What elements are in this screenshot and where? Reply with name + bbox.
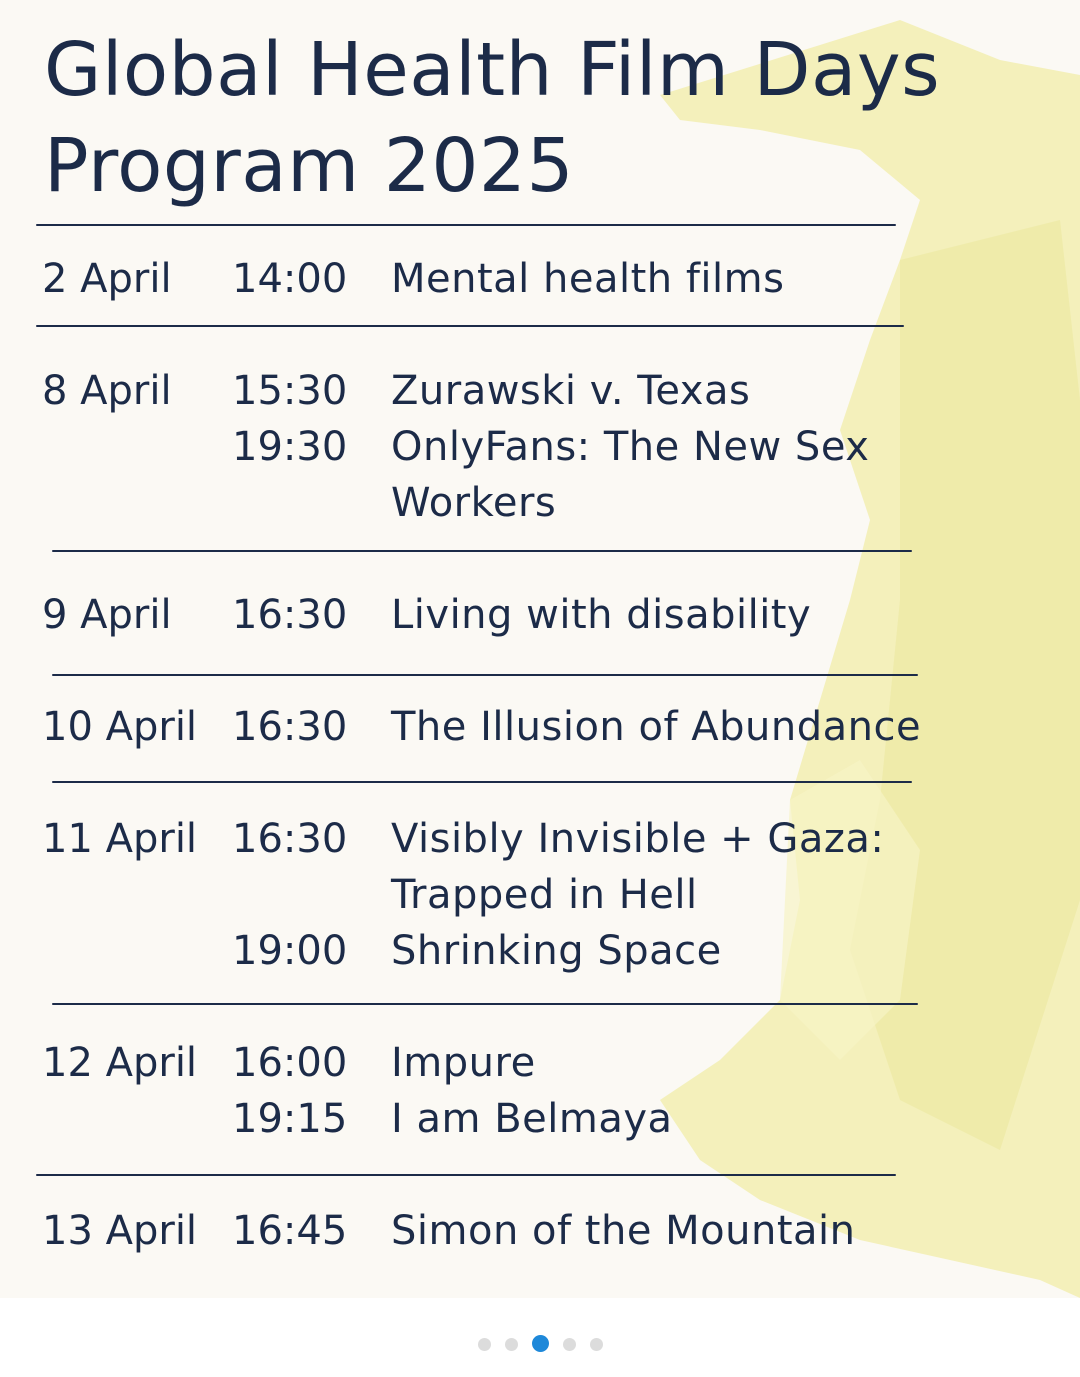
film-title-line: OnlyFans: The New Sex (391, 424, 870, 470)
film-title (391, 1203, 951, 1259)
film-title-line: Workers (391, 480, 557, 526)
divider (36, 325, 904, 327)
divider (36, 224, 896, 226)
film-title (391, 923, 951, 979)
divider (52, 1003, 918, 1005)
film-title-line: Shrinking Space (391, 928, 722, 974)
screening-time: 15:30 (232, 368, 348, 414)
divider (52, 674, 918, 676)
day-date: 11 April (42, 816, 198, 862)
film-title-line: Zurawski v. Texas (391, 368, 751, 414)
day-date: 10 April (42, 704, 198, 750)
film-title-line: Trapped in Hell (391, 872, 698, 918)
carousel-dot-3[interactable] (532, 1335, 549, 1352)
carousel-dot-1[interactable] (478, 1338, 491, 1351)
film-title-line: The Illusion of Abundance (391, 704, 922, 750)
film-title (391, 587, 951, 643)
carousel-dot-2[interactable] (505, 1338, 518, 1351)
film-title (391, 363, 951, 419)
page-title (44, 22, 1064, 214)
screening-time: 19:15 (232, 1096, 348, 1142)
day-date: 12 April (42, 1040, 198, 1086)
divider (52, 550, 912, 552)
screening-time: 16:30 (232, 592, 348, 638)
carousel-dot-5[interactable] (590, 1338, 603, 1351)
screening-time: 14:00 (232, 256, 348, 302)
film-title-line: Visibly Invisible + Gaza: (391, 816, 885, 862)
day-date: 9 April (42, 592, 172, 638)
film-title (391, 699, 951, 755)
title-line-1: Global Health Film Days (44, 27, 941, 113)
day-date: 13 April (42, 1208, 198, 1254)
screening-time: 16:30 (232, 704, 348, 750)
divider (52, 781, 912, 783)
screening-time: 19:00 (232, 928, 348, 974)
title-line-2: Program 2025 (44, 123, 575, 209)
film-title-line: Living with disability (391, 592, 812, 638)
film-title-line: I am Belmaya (391, 1096, 673, 1142)
film-title (391, 1035, 951, 1091)
screening-time: 19:30 (232, 424, 348, 470)
film-title (391, 1091, 951, 1147)
carousel-pagination (0, 1334, 1080, 1354)
screening-time: 16:30 (232, 816, 348, 862)
screening-time: 16:45 (232, 1208, 348, 1254)
film-title (391, 251, 951, 307)
film-title-line: Mental health films (391, 256, 785, 302)
screening-time: 16:00 (232, 1040, 348, 1086)
film-title (391, 811, 951, 923)
day-date: 8 April (42, 368, 172, 414)
carousel-dot-4[interactable] (563, 1338, 576, 1351)
film-title-line: Simon of the Mountain (391, 1208, 856, 1254)
film-title-line: Impure (391, 1040, 536, 1086)
day-date: 2 April (42, 256, 172, 302)
film-title (391, 419, 951, 531)
divider (36, 1174, 896, 1176)
